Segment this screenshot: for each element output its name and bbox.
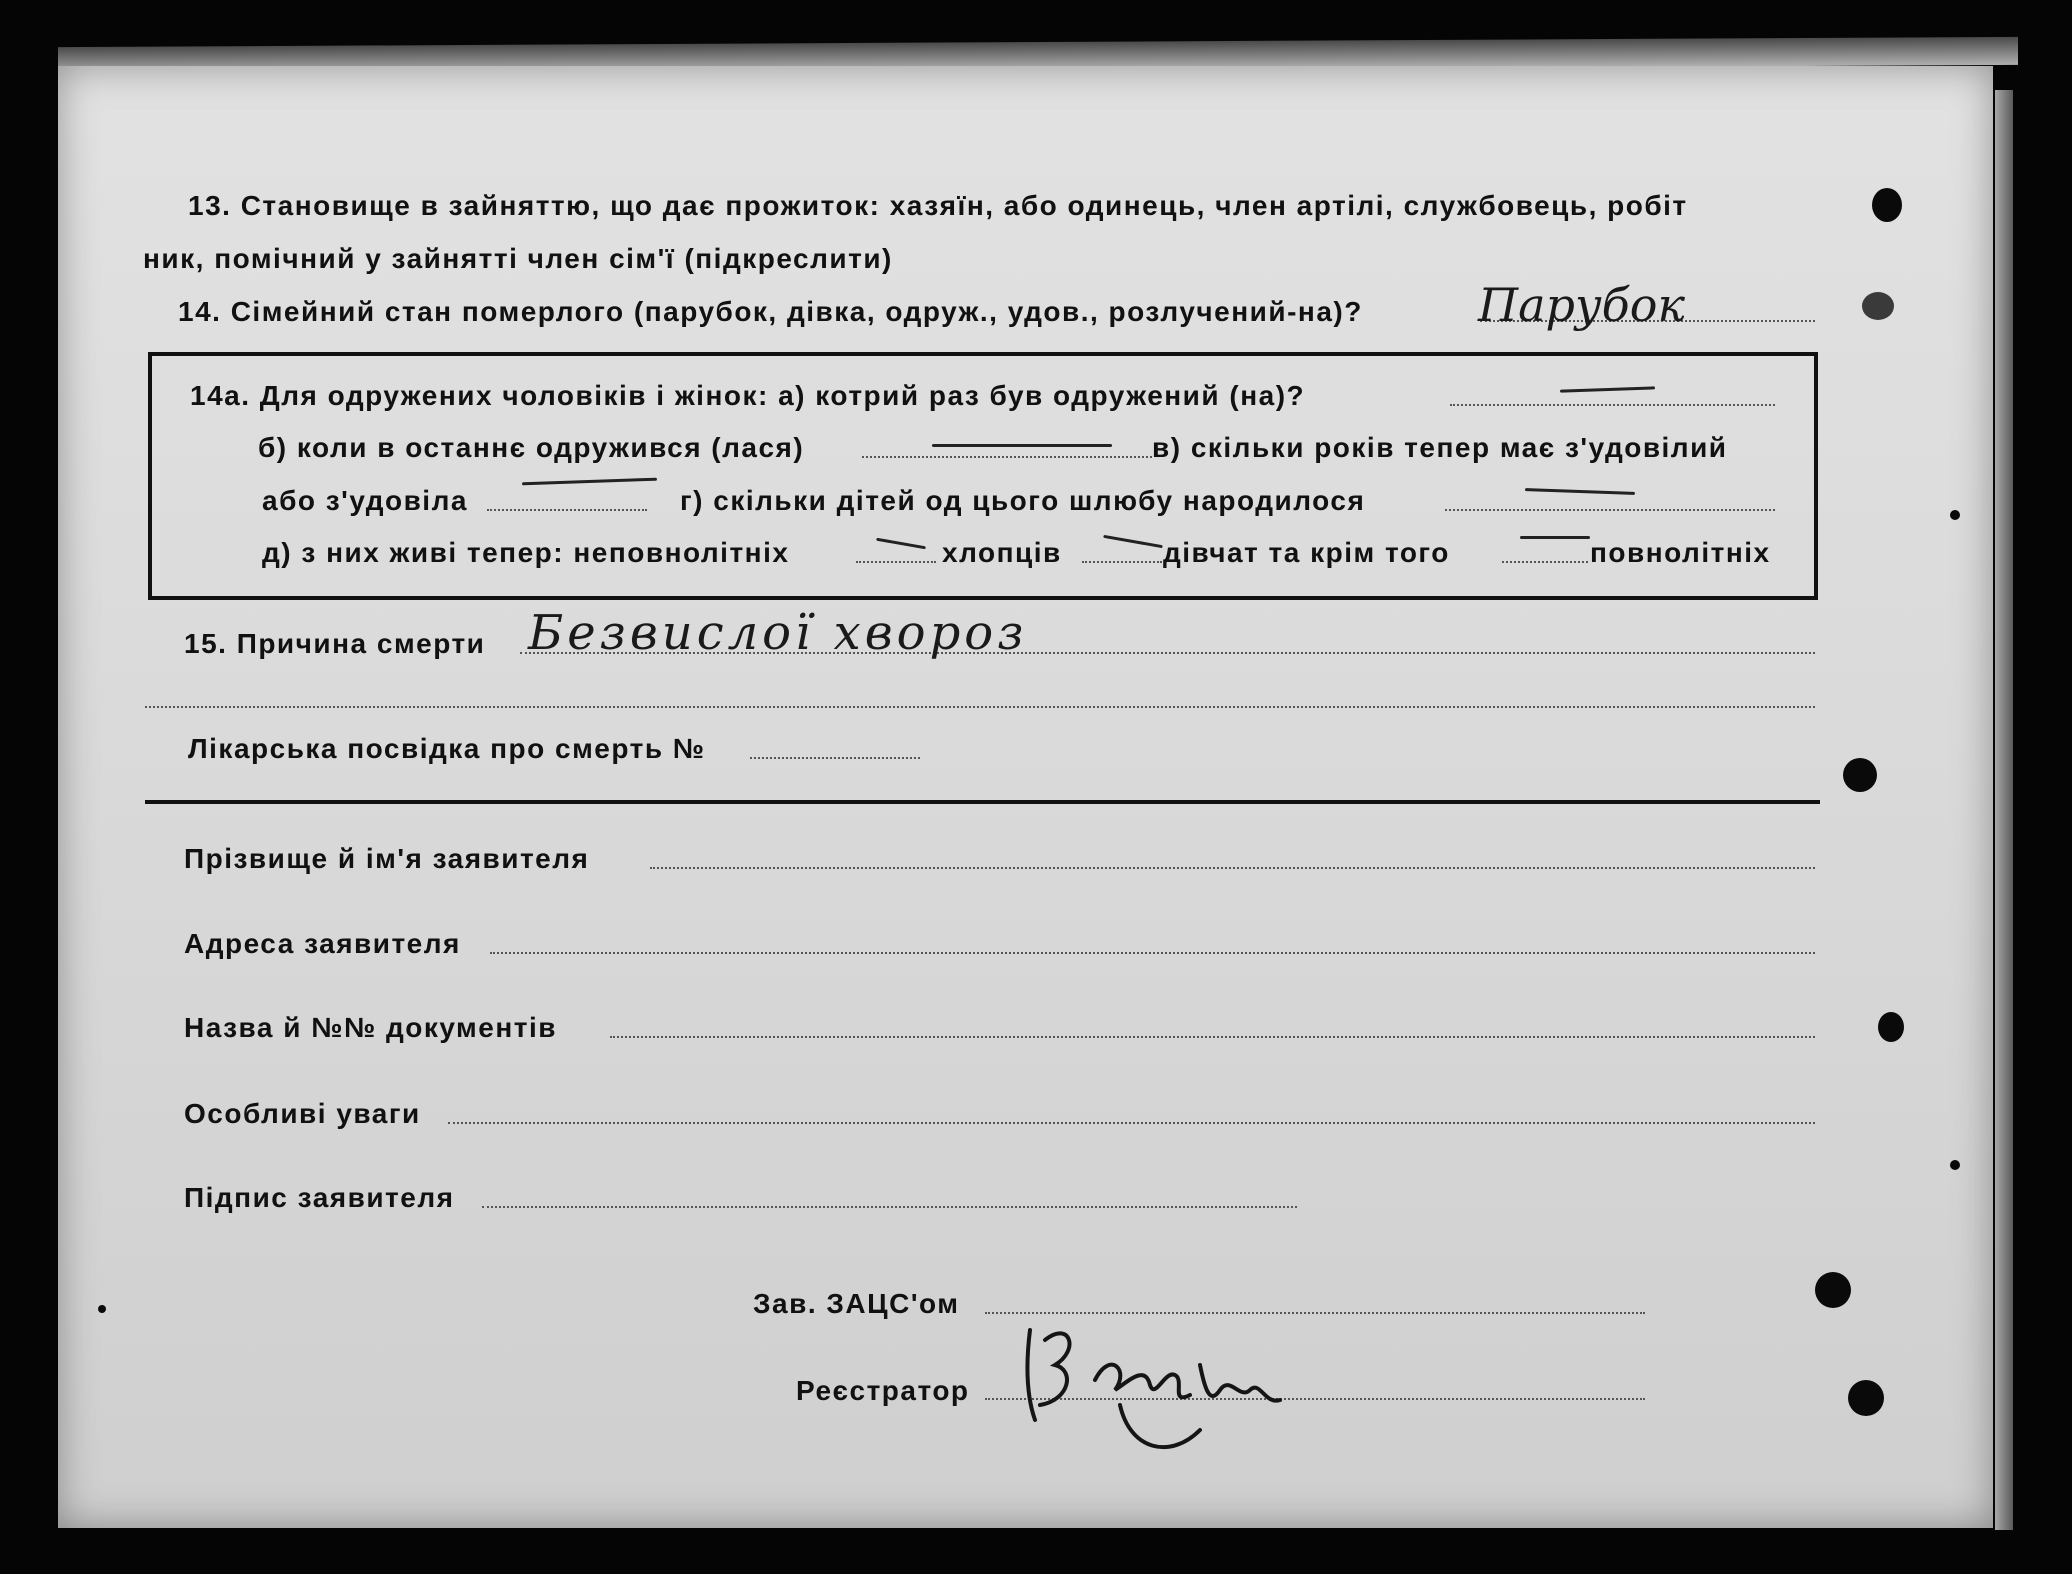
documents-label: Назва й №№ документів xyxy=(184,1012,557,1043)
applicant-signature-dots xyxy=(482,1206,1297,1208)
q15-continuation-line xyxy=(145,706,1815,708)
q14a-line2-dots xyxy=(862,456,1152,458)
q14a-line4c: дівчат та крім того xyxy=(1163,537,1450,568)
page-dot-1 xyxy=(1950,510,1960,520)
q14a-line3b-dots xyxy=(1445,509,1775,511)
applicant-address-dots xyxy=(490,952,1815,954)
applicant-signature-label: Підпис заявителя xyxy=(184,1182,455,1213)
q14a-line2b: в) скільки років тепер має з'удовілий xyxy=(1152,432,1728,463)
punch-hole-2 xyxy=(1862,292,1894,320)
q14a-line4c-dash xyxy=(1520,536,1590,539)
documents-dots xyxy=(610,1036,1815,1038)
registrar-label: Реєстратор xyxy=(796,1375,970,1406)
q14a-line2-dash xyxy=(932,444,1112,447)
page-dot-2 xyxy=(1950,1160,1960,1170)
q15-label: 15. Причина смерти xyxy=(184,628,486,659)
punch-hole-1 xyxy=(1872,188,1902,222)
applicant-address-label: Адреса заявителя xyxy=(184,928,461,959)
q14a-line4a-dots xyxy=(856,561,936,563)
q14a-line4a: д) з них живі тепер: неповнолітніх xyxy=(262,537,790,568)
applicant-name-dots xyxy=(650,867,1815,869)
page-right-edge xyxy=(1995,90,2013,1530)
page-dot-3 xyxy=(98,1305,106,1313)
q15-handwritten-answer: Безвислої хвороз xyxy=(528,605,1028,661)
q14a-line4b: хлопців xyxy=(942,537,1062,568)
punch-hole-6 xyxy=(1848,1380,1884,1416)
q14a-line1: 14а. Для одружених чоловіків і жінок: а) котрий раз був одружений (на)? xyxy=(190,380,1306,411)
punch-hole-3 xyxy=(1843,758,1877,792)
remarks-label: Особливі уваги xyxy=(184,1098,421,1129)
section-rule xyxy=(145,800,1820,804)
medical-certificate-label: Лікарська посвідка про смерть № xyxy=(188,733,706,764)
q14a-line3a: або з'удовіла xyxy=(262,485,468,516)
q14a-line4b-dots xyxy=(1082,561,1162,563)
head-zags-label: Зав. ЗАЦС'ом xyxy=(753,1288,960,1319)
medical-certificate-dots xyxy=(750,757,920,759)
q13-line1: 13. Становище в зайняттю, що дає прожиток: хазяїн, або одинець, член артілі, службовець, робіт xyxy=(188,190,1688,221)
q14a-line3-dots xyxy=(487,509,647,511)
q14a-line2a: б) коли в останнє одружився (лася) xyxy=(258,432,805,463)
applicant-name-label: Прізвище й ім'я заявителя xyxy=(184,843,590,874)
registrar-signature xyxy=(1000,1310,1340,1470)
punch-hole-4 xyxy=(1878,1012,1904,1042)
q14a-line4d: повнолітніх xyxy=(1590,537,1771,568)
q14a-line1-dots xyxy=(1450,404,1775,406)
form-page xyxy=(58,66,1993,1528)
q13-line2: ник, помічний у зайнятті член сім'ї (підкреслити) xyxy=(143,243,893,274)
q14-label: 14. Сімейний стан померлого (парубок, дівка, одруж., удов., розлучений-на)? xyxy=(178,296,1363,327)
q14a-line4c-dots xyxy=(1502,561,1588,563)
remarks-dots xyxy=(448,1122,1815,1124)
punch-hole-5 xyxy=(1815,1272,1851,1308)
q14-handwritten-answer: Парубок xyxy=(1478,278,1685,332)
q14a-line3b: г) скільки дітей од цього шлюбу народилося xyxy=(680,485,1366,516)
